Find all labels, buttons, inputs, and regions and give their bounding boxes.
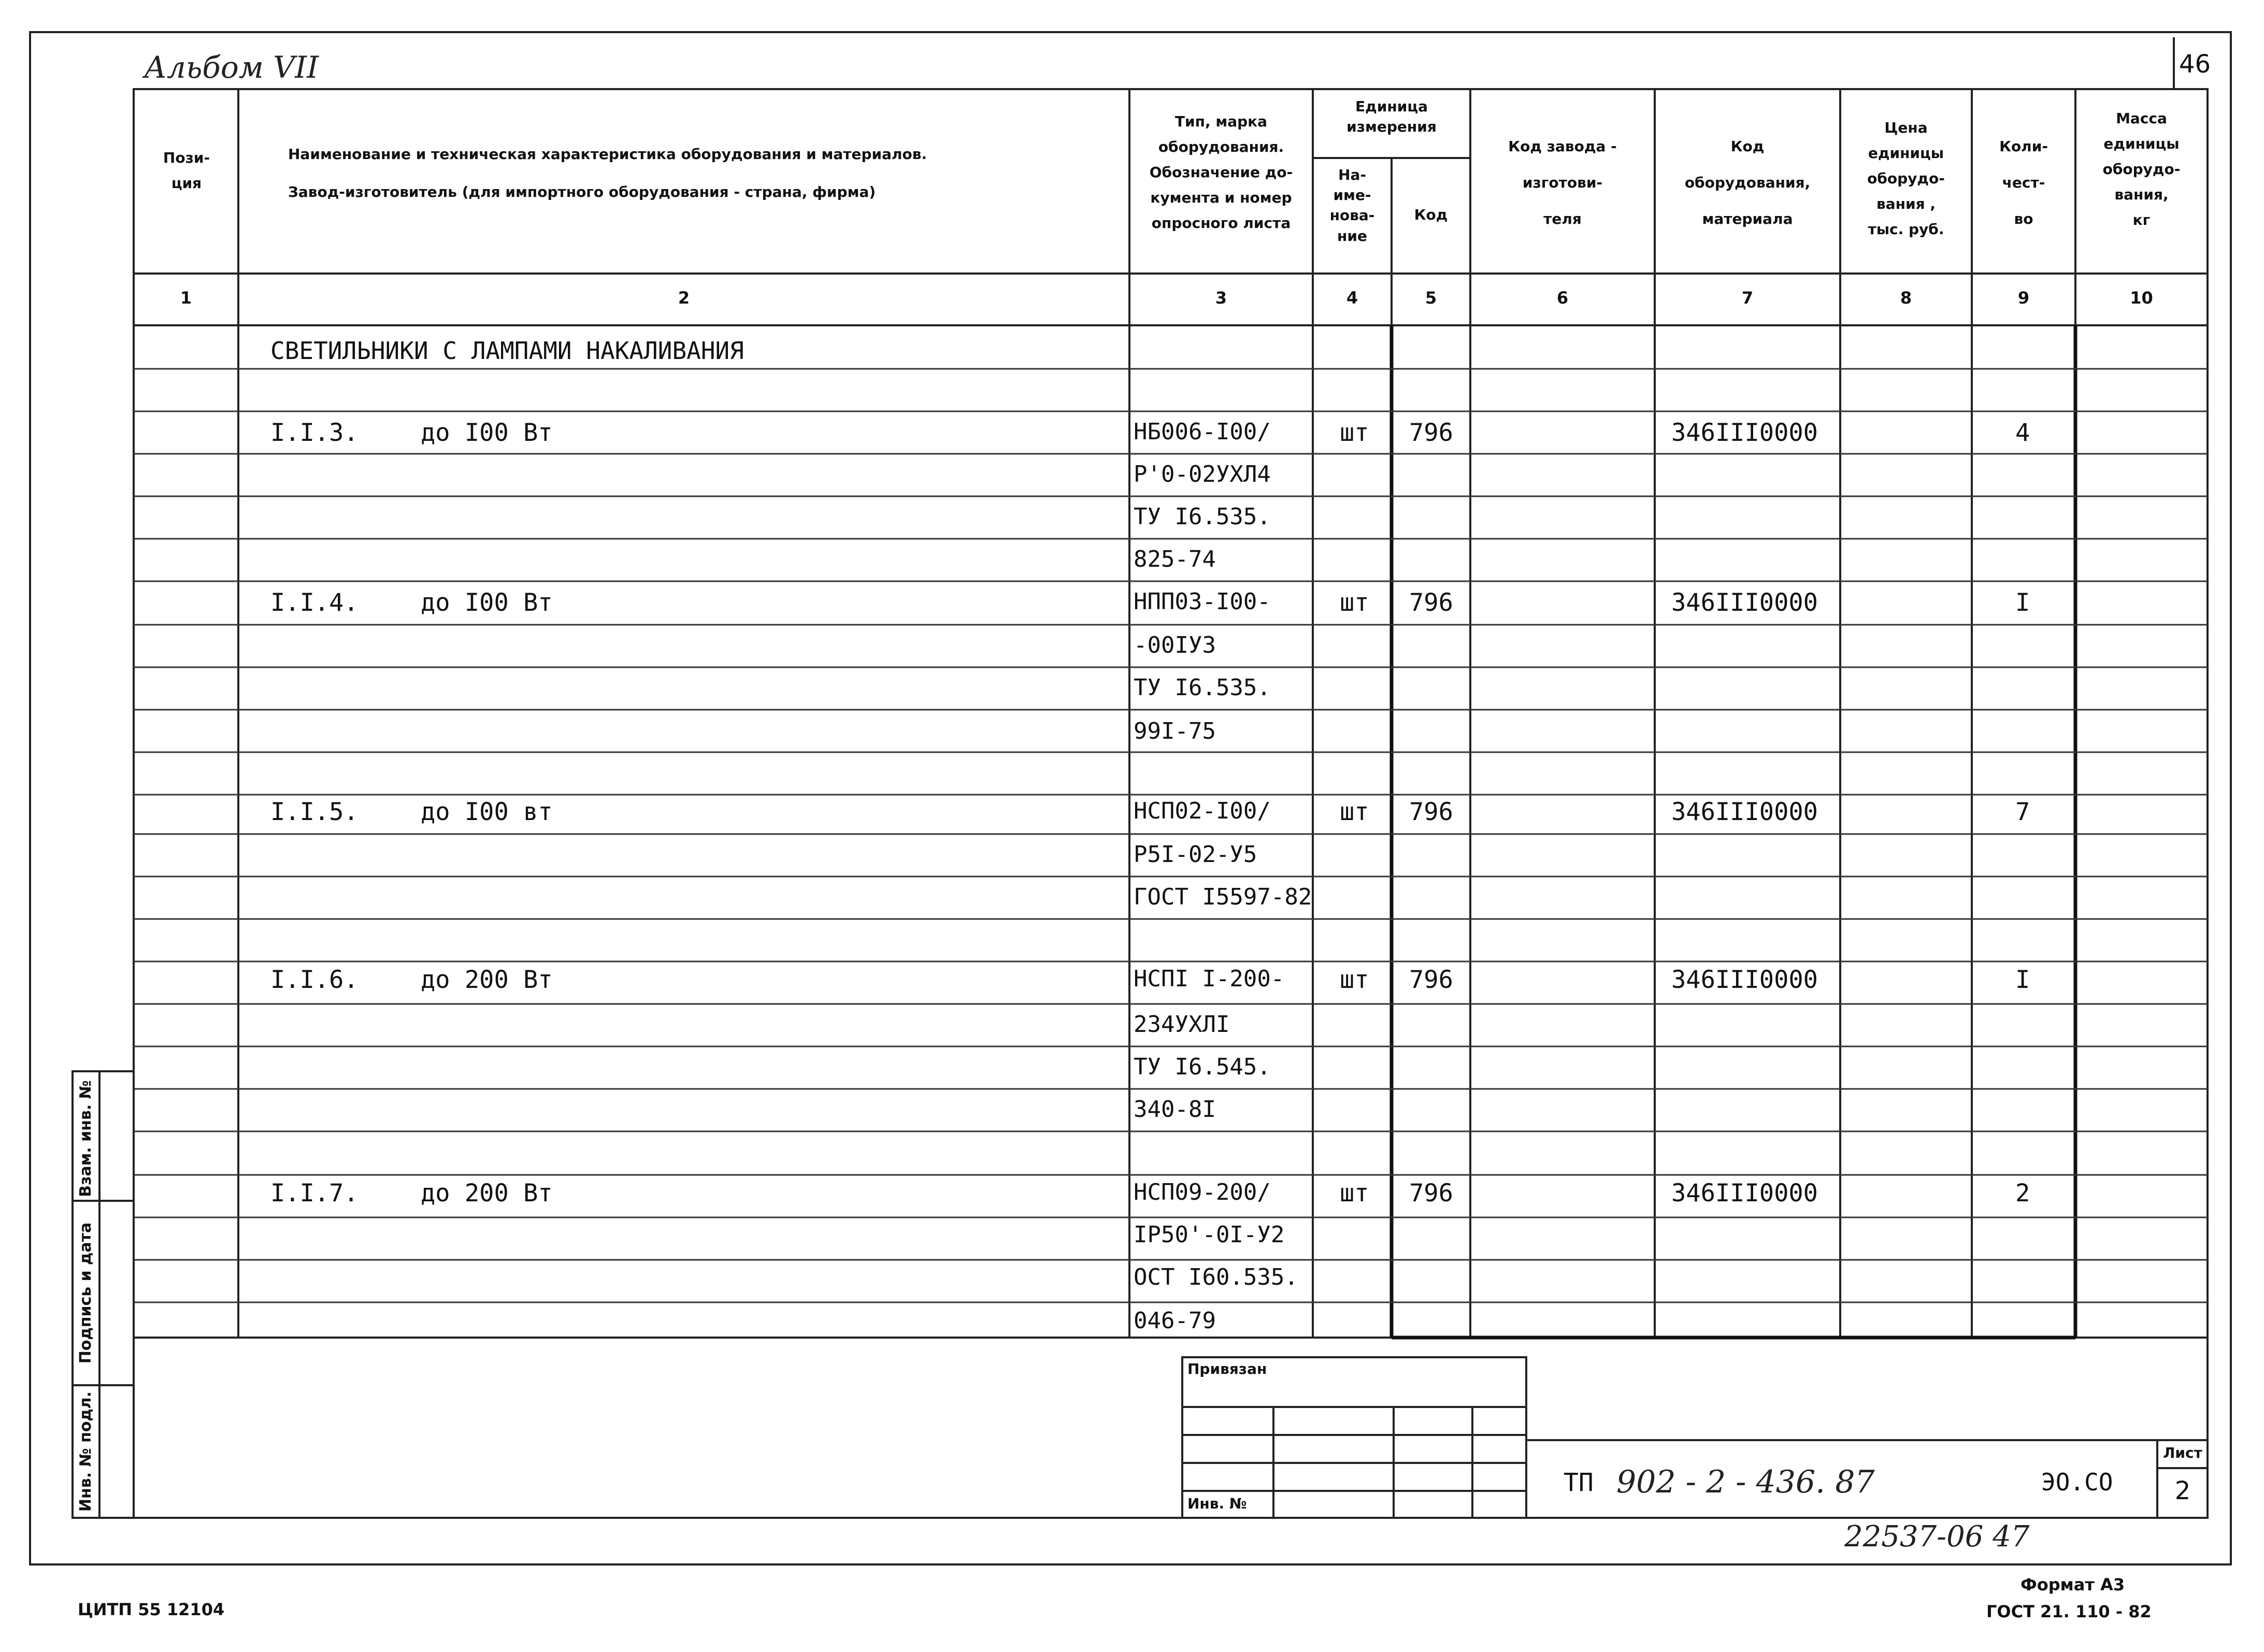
handwritten-number: 22537-06 47 (1844, 1520, 2030, 1554)
item-material-code: 346III0000 (1671, 966, 1818, 994)
section-code: ЭО.СО (2041, 1468, 2113, 1496)
header-col1: Пози- ция (163, 149, 210, 192)
item-unit-code: 796 (1409, 419, 1453, 447)
item-position: I.I.5. (270, 798, 359, 826)
item-type: НСП09-200/ (1134, 1179, 1271, 1205)
item-type: 825-74 (1134, 546, 1216, 572)
item-description: до 200 Вт (421, 1179, 553, 1208)
column-number: 9 (2017, 288, 2030, 308)
item-position: I.I.6. (270, 966, 359, 994)
album-label: Альбом VII (144, 50, 319, 85)
item-quantity: 4 (2015, 419, 2030, 447)
item-quantity: 2 (2015, 1179, 2030, 1208)
column-number: 5 (1425, 288, 1437, 308)
header-col3: Тип, марка оборудования. Обозначение до- кумента и номер опросного листа (1149, 113, 1293, 232)
item-type: НСПI I-200- (1134, 966, 1285, 992)
column-number: 8 (1900, 288, 1912, 308)
privyazan-label: Привязан (1187, 1360, 1267, 1377)
item-type: ТУ I6.535. (1134, 674, 1271, 701)
section-title: СВЕТИЛЬНИКИ С ЛАМПАМИ НАКАЛИВАНИЯ (270, 337, 744, 365)
tp-prefix: ТП (1564, 1468, 1594, 1497)
item-position: I.I.3. (270, 419, 359, 447)
item-description: до I00 Вт (421, 588, 553, 617)
item-material-code: 346III0000 (1671, 588, 1818, 617)
column-number: 7 (1741, 288, 1754, 308)
header-unit-group: Единица измерения (1346, 98, 1437, 136)
item-quantity: 7 (2015, 798, 2030, 826)
header-col10: Масса единицы оборудо- вания, кг (2102, 110, 2181, 228)
footer-standard: ГОСТ 21. 110 - 82 (1986, 1602, 2152, 1621)
item-type: ОСТ I60.535. (1134, 1264, 1298, 1290)
column-number: 3 (1215, 288, 1227, 308)
item-type: ГОСТ I5597-82 (1134, 884, 1312, 910)
item-unit-code: 796 (1409, 1179, 1453, 1208)
column-number: 1 (180, 288, 192, 308)
footer-left: ЦИТП 55 12104 (78, 1600, 225, 1619)
item-description: до I00 Вт (421, 419, 553, 447)
item-unit: шт (1340, 966, 1369, 994)
item-type: Р'0-02УХЛ4 (1134, 461, 1271, 487)
header-col4: На- име- нова- ние (1329, 166, 1375, 245)
stamp-inv-podl: Инв. № подл. (77, 1391, 95, 1512)
item-type: ТУ I6.545. (1134, 1054, 1271, 1080)
column-number: 10 (2130, 288, 2153, 308)
item-description: до I00 вт (421, 798, 553, 826)
item-quantity: I (2015, 966, 2030, 994)
header-col5: Код (1414, 206, 1448, 223)
stamp-podpis-data: Подпись и дата (77, 1222, 95, 1364)
column-number: 4 (1346, 288, 1358, 308)
sheet-label: Лист (2163, 1444, 2202, 1461)
document-code: 902 - 2 - 436. 87 (1616, 1464, 1875, 1500)
inv-no-label: Инв. № (1187, 1495, 1247, 1512)
item-material-code: 346III0000 (1671, 798, 1818, 826)
header-col7: Код оборудования, материала (1684, 138, 1811, 227)
item-type: Р5I-02-У5 (1134, 841, 1257, 868)
item-unit-code: 796 (1409, 966, 1453, 994)
stamp-vzam-inv: Взам. инв. № (77, 1080, 95, 1197)
item-type: НБ006-I00/ (1134, 419, 1271, 445)
item-description: до 200 Вт (421, 966, 553, 994)
footer-format: Формат А3 (2021, 1575, 2125, 1594)
item-type: 99I-75 (1134, 718, 1216, 744)
item-unit: шт (1340, 1179, 1369, 1208)
item-type: НСП02-I00/ (1134, 798, 1271, 824)
item-material-code: 346III0000 (1671, 1179, 1818, 1208)
item-quantity: I (2015, 588, 2030, 617)
item-type: ТУ I6.535. (1134, 504, 1271, 530)
item-type: -00IУ3 (1134, 632, 1216, 658)
item-unit: шт (1340, 588, 1369, 617)
item-unit-code: 796 (1409, 588, 1453, 617)
item-unit: шт (1340, 798, 1369, 826)
item-material-code: 346III0000 (1671, 419, 1818, 447)
column-number: 2 (678, 288, 690, 308)
header-col2: Наименование и техническая характеристика оборудования и материалов. Завод-изготовитель (для импортного оборудования - страна, фирма) (288, 146, 927, 200)
page-number: 46 (2179, 50, 2211, 79)
header-col6: Код завода - изготови- теля (1508, 138, 1617, 227)
item-type: 234УХЛI (1134, 1011, 1230, 1038)
item-position: I.I.4. (270, 588, 359, 617)
item-unit-code: 796 (1409, 798, 1453, 826)
column-number: 6 (1556, 288, 1569, 308)
item-unit: шт (1340, 419, 1369, 447)
header-col8: Цена единицы оборудо- вания , тыс. руб. (1867, 119, 1945, 238)
item-type: 046-79 (1134, 1308, 1216, 1334)
item-type: 340-8I (1134, 1096, 1216, 1123)
item-position: I.I.7. (270, 1179, 359, 1208)
sheet-number: 2 (2174, 1476, 2191, 1505)
item-type: НПП03-I00- (1134, 588, 1271, 615)
item-type: IР50'-0I-У2 (1134, 1222, 1285, 1248)
header-col9: Коли- чест- во (1999, 138, 2048, 227)
